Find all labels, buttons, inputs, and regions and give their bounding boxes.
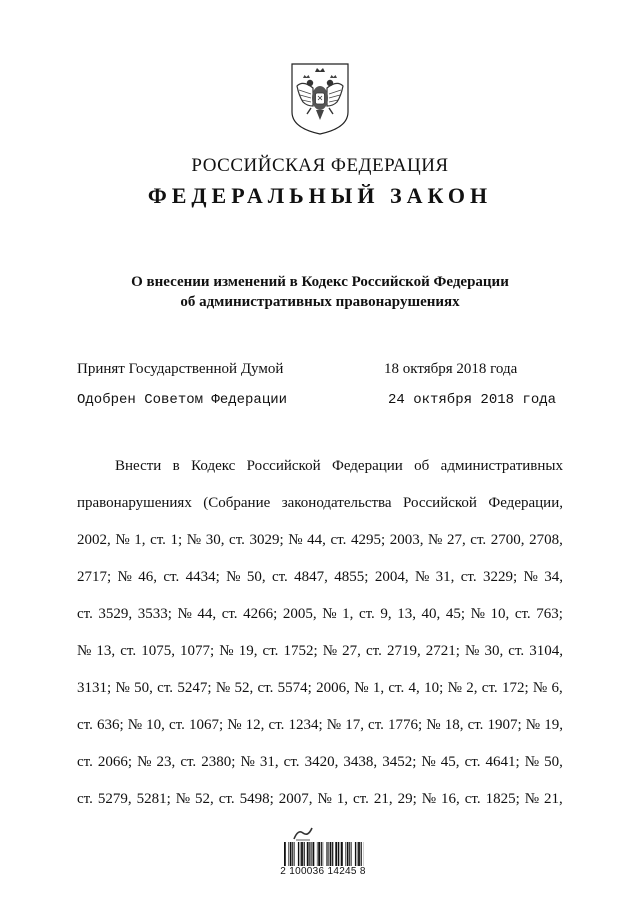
body-word: № xyxy=(177,606,192,622)
body-word: 31, xyxy=(259,754,279,770)
body-word: 21, xyxy=(544,791,563,807)
body-word: 45, xyxy=(440,754,460,770)
body-word: 30, xyxy=(484,643,504,659)
body-word: ст. xyxy=(120,643,137,659)
body-word: ст. xyxy=(464,791,481,807)
body-word: 1907; xyxy=(487,717,522,733)
body-word: ст. xyxy=(388,680,405,696)
body-line xyxy=(77,680,563,717)
body-word: ст. xyxy=(77,606,93,622)
body-word: 1752; xyxy=(283,643,318,659)
body-word: ст. xyxy=(467,717,484,733)
body-word: 2002, xyxy=(77,532,111,548)
body-word: 3452; xyxy=(382,754,417,770)
body-word: 40, xyxy=(421,606,441,622)
body-word: 46, xyxy=(138,569,157,585)
body-word: № xyxy=(470,606,485,622)
body-word: ст. xyxy=(366,643,382,659)
body-word: № xyxy=(421,754,436,770)
body-word: 27, xyxy=(342,643,361,659)
body-line xyxy=(77,495,563,532)
body-word: 1825; xyxy=(485,791,520,807)
body-word: Кодекс xyxy=(191,458,236,474)
body-word: 16, xyxy=(441,791,460,807)
body-word: Федерации xyxy=(331,458,403,474)
body-word: 2003, xyxy=(389,532,424,548)
body-word: 3420, xyxy=(304,754,339,770)
body-word: 2004, xyxy=(374,569,409,585)
body-word: 5574; xyxy=(277,680,312,696)
body-word: ст. xyxy=(77,754,93,770)
body-word: ст. xyxy=(163,569,180,585)
body-word: 52, xyxy=(234,680,254,696)
body-word: 34, xyxy=(544,569,563,585)
body-word: № xyxy=(175,791,191,807)
body-word: ст. xyxy=(271,569,288,585)
body-word: 5247; xyxy=(177,680,212,696)
body-word: 2708, xyxy=(529,532,563,548)
body-line xyxy=(77,458,563,495)
body-word: 5281; xyxy=(136,791,171,807)
body-line xyxy=(77,532,563,569)
body-word: ст. xyxy=(283,754,300,770)
council-approval-date: 24 октября 2018 года xyxy=(388,392,557,408)
body-word: 29; xyxy=(397,791,417,807)
body-word: 19, xyxy=(238,643,258,659)
body-word: 30, xyxy=(205,532,225,548)
body-word: № xyxy=(523,569,538,585)
body-line xyxy=(77,569,563,606)
body-word: 3533; xyxy=(137,606,172,622)
body-word: 5279, xyxy=(97,791,132,807)
body-word: ст. xyxy=(268,717,285,733)
body-word: 44, xyxy=(197,606,217,622)
body-word: законодательства xyxy=(281,495,392,511)
body-word: 2005, xyxy=(282,606,317,622)
body-word: № xyxy=(465,643,480,659)
body-word: 763; xyxy=(536,606,563,622)
body-word: № xyxy=(524,791,540,807)
body-word: 3438, xyxy=(343,754,378,770)
body-word: № xyxy=(524,754,540,770)
barcode-image xyxy=(284,842,364,866)
body-word: № xyxy=(288,532,303,548)
body-word: 1067; xyxy=(188,717,224,733)
duma-approval-label: Принят Государственной Думой xyxy=(77,361,284,377)
body-word: 6, xyxy=(551,680,563,696)
body-word: № xyxy=(227,717,242,733)
body-word: 2717; xyxy=(77,569,112,585)
body-word: 3229; xyxy=(482,569,518,585)
body-word: ст. xyxy=(262,643,279,659)
body-word: ст. xyxy=(514,606,531,622)
body-word: 2066; xyxy=(97,754,133,770)
body-word: 2380; xyxy=(201,754,236,770)
body-word: ст. xyxy=(218,791,235,807)
body-word: 19, xyxy=(544,717,563,733)
body-word: 1, xyxy=(336,791,349,807)
body-word: № xyxy=(117,569,132,585)
body-word: 4855; xyxy=(334,569,369,585)
body-word: 1234; xyxy=(288,717,323,733)
body-word: 10, xyxy=(490,606,510,622)
body-word: 44, xyxy=(307,532,326,548)
body-word: 1, xyxy=(134,532,146,548)
body-word: 4295; xyxy=(350,532,386,548)
body-word: 3529, xyxy=(98,606,133,622)
body-word: ст. xyxy=(464,754,481,770)
body-word: ст. xyxy=(358,606,375,622)
body-word: 31, xyxy=(435,569,455,585)
body-word: 2721; xyxy=(425,643,460,659)
body-word: № xyxy=(322,606,337,622)
body-word: № xyxy=(77,643,92,659)
body-word: ст. xyxy=(77,717,93,733)
body-word: 1, xyxy=(372,680,385,696)
body-word: № xyxy=(426,717,441,733)
document-type: ФЕДЕРАЛЬНЫЙ ЗАКОН xyxy=(147,183,493,208)
law-title-line: об административных правонарушениях xyxy=(180,294,460,310)
body-word: № xyxy=(532,680,548,696)
coat-of-arms-emblem xyxy=(289,62,351,136)
law-body-text xyxy=(77,458,563,828)
body-word: 50, xyxy=(134,680,153,696)
body-word: 1077; xyxy=(180,643,215,659)
body-word: № xyxy=(414,569,430,585)
body-line xyxy=(77,717,563,754)
body-word: 2007, xyxy=(278,791,313,807)
body-word: 636; xyxy=(96,717,124,733)
body-word: № xyxy=(525,717,541,733)
body-word: Российской xyxy=(403,495,477,511)
body-word: 13, xyxy=(397,606,416,622)
body-word: № xyxy=(326,717,342,733)
body-word: Федерации, xyxy=(488,495,563,511)
body-word: № xyxy=(219,643,234,659)
body-word: № xyxy=(215,680,231,696)
body-word: об xyxy=(414,458,430,474)
body-word: 172; xyxy=(501,680,529,696)
body-word: № xyxy=(127,717,143,733)
body-word: № xyxy=(428,532,443,548)
body-word: 5498; xyxy=(239,791,274,807)
body-word: ст. xyxy=(353,791,369,807)
body-word: 13, xyxy=(96,643,116,659)
body-word: № xyxy=(186,532,202,548)
body-line xyxy=(77,754,563,791)
body-line xyxy=(77,643,563,680)
barcode-number: 2 100036 14245 8 xyxy=(280,866,366,877)
body-word: ст. xyxy=(330,532,347,548)
law-title-line: О внесении изменений в Кодекс Российской Федерации xyxy=(131,274,509,290)
body-word: 18, xyxy=(444,717,464,733)
council-approval-label: Одобрен Советом Федерации xyxy=(77,392,288,408)
body-word: административных xyxy=(440,458,563,474)
body-word: № xyxy=(421,791,437,807)
body-word: ст. xyxy=(150,532,166,548)
body-word: 27, xyxy=(446,532,466,548)
body-word: 4434; xyxy=(185,569,220,585)
body-word: 4, xyxy=(408,680,420,696)
body-word: ст. xyxy=(157,680,174,696)
body-word: 1; xyxy=(170,532,183,548)
body-word: 50, xyxy=(246,569,266,585)
body-word: № xyxy=(115,680,130,696)
body-word: 4847, xyxy=(294,569,328,585)
body-word: ст. xyxy=(470,532,487,548)
body-word: ст. xyxy=(508,643,525,659)
body-word: 2700, xyxy=(490,532,525,548)
body-word: правонарушениях xyxy=(77,495,192,511)
body-word: 2, xyxy=(466,680,478,696)
body-word: ст. xyxy=(77,791,93,807)
body-word: 12, xyxy=(245,717,265,733)
body-word: 17, xyxy=(345,717,364,733)
body-word: в xyxy=(172,458,180,474)
body-word: № xyxy=(317,791,332,807)
body-word: ст. xyxy=(229,532,245,548)
body-word: 1776; xyxy=(388,717,423,733)
body-word: 3029; xyxy=(249,532,284,548)
body-word: 50, xyxy=(544,754,563,770)
body-line xyxy=(77,606,563,643)
body-word: ст. xyxy=(460,569,477,585)
body-word: 3131; xyxy=(77,680,112,696)
body-word: 3104, xyxy=(529,643,563,659)
body-word: 4266; xyxy=(243,606,278,622)
body-word: ст. xyxy=(481,680,498,696)
body-word: ст. xyxy=(180,754,197,770)
body-word: 4641; xyxy=(485,754,520,770)
body-word: № xyxy=(447,680,462,696)
body-word: 23, xyxy=(156,754,176,770)
body-word: ст. xyxy=(221,606,238,622)
body-word: 2006, xyxy=(316,680,350,696)
body-word: 45; xyxy=(445,606,466,622)
body-word: ст. xyxy=(257,680,274,696)
body-word: (Собрание xyxy=(203,495,271,511)
country-name: РОССИЙСКАЯ ФЕДЕРАЦИЯ xyxy=(191,155,449,176)
body-word: № xyxy=(240,754,255,770)
publisher-logo-icon xyxy=(292,825,314,841)
law-title xyxy=(0,272,640,312)
body-word: 10, xyxy=(146,717,165,733)
body-word: 21, xyxy=(373,791,393,807)
body-word: 10; xyxy=(424,680,444,696)
body-word: 1, xyxy=(342,606,354,622)
duma-approval-date: 18 октября 2018 года xyxy=(384,361,518,377)
body-word: ст. xyxy=(169,717,185,733)
body-word: Внести xyxy=(115,458,162,474)
body-word: № xyxy=(322,643,338,659)
body-word: 2719, xyxy=(386,643,421,659)
body-word: 52, xyxy=(195,791,214,807)
body-word: 9, xyxy=(380,606,392,622)
body-word: Российской xyxy=(246,458,321,474)
body-word: № xyxy=(354,680,369,696)
body-word: № xyxy=(137,754,152,770)
body-word: ст. xyxy=(368,717,384,733)
body-line xyxy=(77,791,563,828)
body-word: № xyxy=(226,569,241,585)
body-word: 1075, xyxy=(141,643,175,659)
body-word: № xyxy=(115,532,130,548)
